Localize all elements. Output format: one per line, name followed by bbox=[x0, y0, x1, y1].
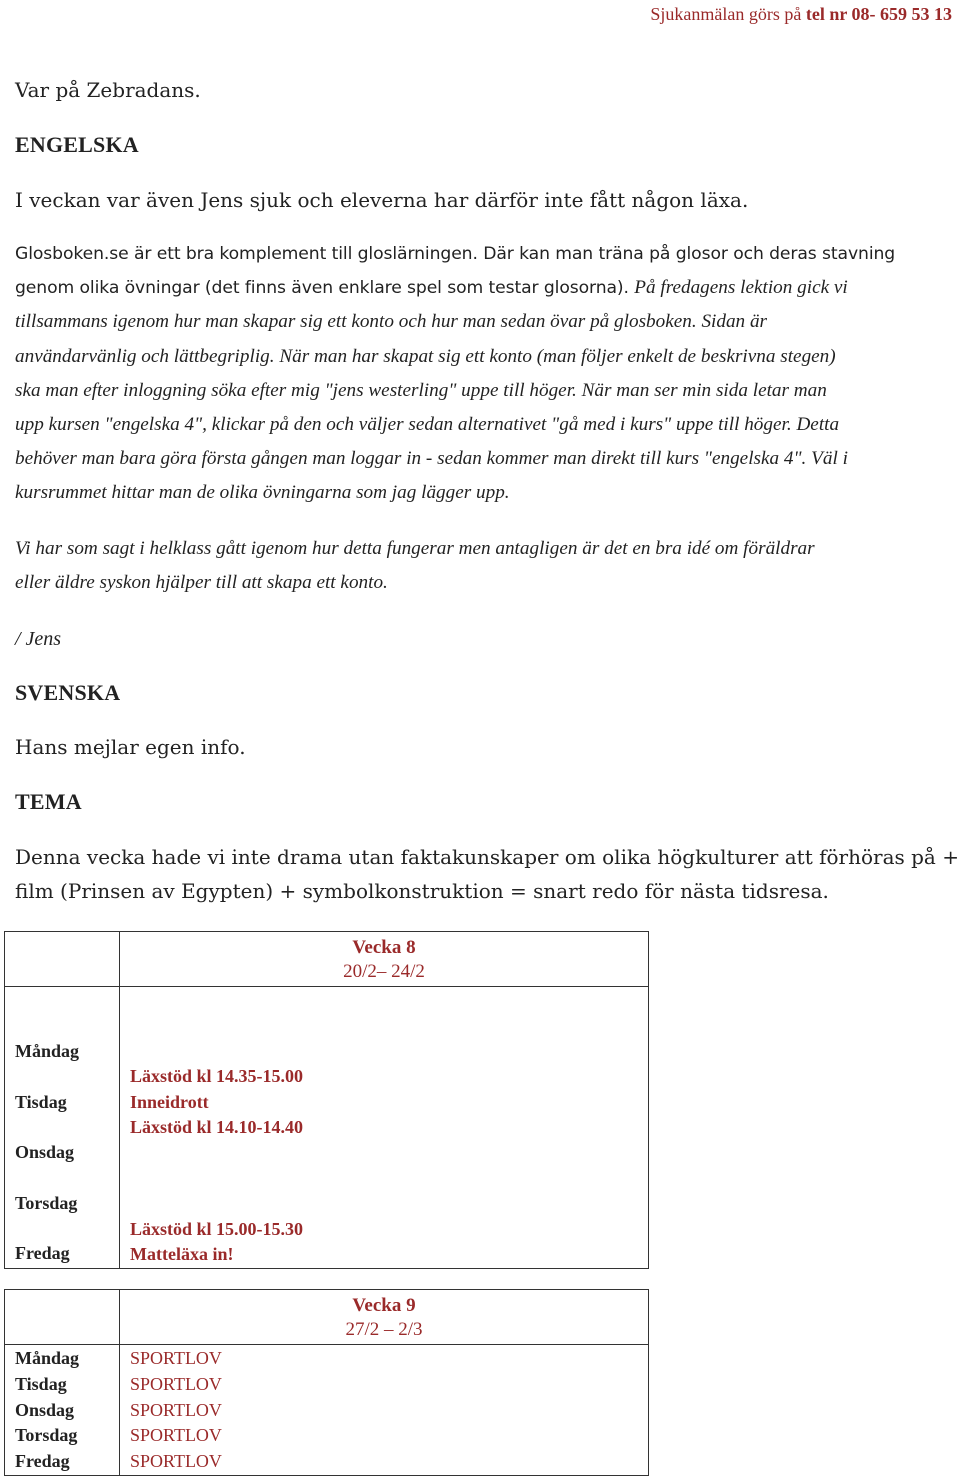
activity: Inneidrott bbox=[130, 1091, 209, 1112]
sick-report-prefix: Sjukanmälan görs på bbox=[650, 4, 806, 24]
english-line-mixed: genom olika övningar (det finns även enklare spel som testar glosorna). På fredagens lektion gick vi bbox=[15, 277, 848, 299]
week8-days-cell bbox=[5, 987, 120, 1269]
activity: Läxstöd kl 15.00-15.30 bbox=[130, 1218, 304, 1239]
week9-corner-cell bbox=[5, 1290, 120, 1345]
activity: Matteläxa in! bbox=[130, 1244, 234, 1265]
day-label: Måndag bbox=[15, 1348, 80, 1368]
week8-title: Vecka 8 bbox=[352, 937, 416, 958]
english-line-italic: användarvänlig och lättbegriplig. När man har skapat sig ett konto (man följer enkelt de beskrivna stegen) bbox=[15, 345, 836, 367]
week8-dates: 20/2– 24/2 bbox=[343, 961, 425, 982]
week9-schedule bbox=[4, 1289, 649, 1476]
theme-heading: TEMA bbox=[15, 789, 82, 814]
day-label: Måndag bbox=[15, 1041, 80, 1061]
closing-line: Vi har som sagt i helklass gått igenom hur detta fungerar men antagligen är det en bra idé om föräldrar bbox=[15, 538, 815, 559]
week9-title-cell bbox=[120, 1290, 649, 1345]
activity: SPORTLOV bbox=[130, 1451, 222, 1472]
english-line-italic: tillsammans igenom hur man skapar sig ett konto och hur man sedan övar på glosboken. Sidan är bbox=[15, 311, 768, 333]
swedish-heading: SVENSKA bbox=[15, 680, 121, 705]
closing-line: eller äldre syskon hjälper till att skapa ett konto. bbox=[15, 572, 388, 594]
english-sick-line: I veckan var även Jens sjuk och eleverna har därför inte fått någon läxa. bbox=[15, 188, 749, 212]
activity: SPORTLOV bbox=[130, 1348, 222, 1368]
day-label: Torsdag bbox=[15, 1425, 78, 1446]
week8-corner-cell bbox=[5, 932, 120, 987]
english-line: Glosboken.se är ett bra komplement till gloslärningen. Där kan man träna på glosor och deras stavning bbox=[15, 244, 896, 264]
week8-schedule bbox=[4, 931, 649, 1269]
day-label: Tisdag bbox=[15, 1091, 67, 1112]
english-line-italic: kursrummet hittar man de olika övningarna som jag lägger upp. bbox=[15, 482, 510, 504]
day-label: Torsdag bbox=[15, 1192, 78, 1213]
activity: Läxstöd kl 14.35-15.00 bbox=[130, 1066, 304, 1086]
intro-text: Var på Zebradans. bbox=[15, 78, 201, 102]
english-line-italic: behöver man bara göra första gången man loggar in - sedan kommer man direkt till kurs "engelska 4". Väl i bbox=[15, 448, 848, 470]
english-body bbox=[15, 237, 955, 511]
swedish-text: Hans mejlar egen info. bbox=[15, 735, 246, 759]
week9-title: Vecka 9 bbox=[352, 1295, 416, 1316]
activity: SPORTLOV bbox=[130, 1425, 222, 1446]
signature: / Jens bbox=[15, 628, 62, 650]
day-label: Tisdag bbox=[15, 1373, 67, 1394]
english-line-italic: ska man efter inloggning söka efter mig "jens westerling" uppe till höger. När man ser min sida letar man bbox=[15, 379, 827, 401]
theme-line: Denna vecka hade vi inte drama utan faktakunskaper om olika högkulturer att förhöras på + bbox=[15, 845, 959, 869]
english-line-italic: upp kursen "engelska 4", klickar på den och väljer sedan alternativet "gå med i kurs" uppe till höger. Detta bbox=[15, 414, 840, 436]
sick-report-notice bbox=[650, 4, 952, 25]
week8-title-cell bbox=[120, 932, 649, 987]
english-closing bbox=[15, 532, 955, 600]
activity: SPORTLOV bbox=[130, 1399, 222, 1420]
week9-days-cell bbox=[5, 1345, 120, 1476]
week9-dates: 27/2 – 2/3 bbox=[345, 1319, 423, 1340]
activity: SPORTLOV bbox=[130, 1373, 222, 1394]
day-label: Onsdag bbox=[15, 1399, 75, 1420]
activity: Läxstöd kl 14.10-14.40 bbox=[130, 1117, 304, 1138]
week8-activities-cell bbox=[120, 987, 649, 1269]
day-label: Onsdag bbox=[15, 1142, 75, 1163]
day-label: Fredag bbox=[15, 1243, 70, 1264]
theme-line: film (Prinsen av Egypten) + symbolkonstruktion = snart redo för nästa tidsresa. bbox=[15, 879, 829, 904]
week9-activities-cell bbox=[120, 1345, 649, 1476]
english-heading: ENGELSKA bbox=[15, 132, 139, 157]
theme-body bbox=[15, 840, 959, 908]
sick-report-phone: tel nr 08- 659 53 13 bbox=[805, 4, 952, 24]
day-label: Fredag bbox=[15, 1451, 70, 1472]
